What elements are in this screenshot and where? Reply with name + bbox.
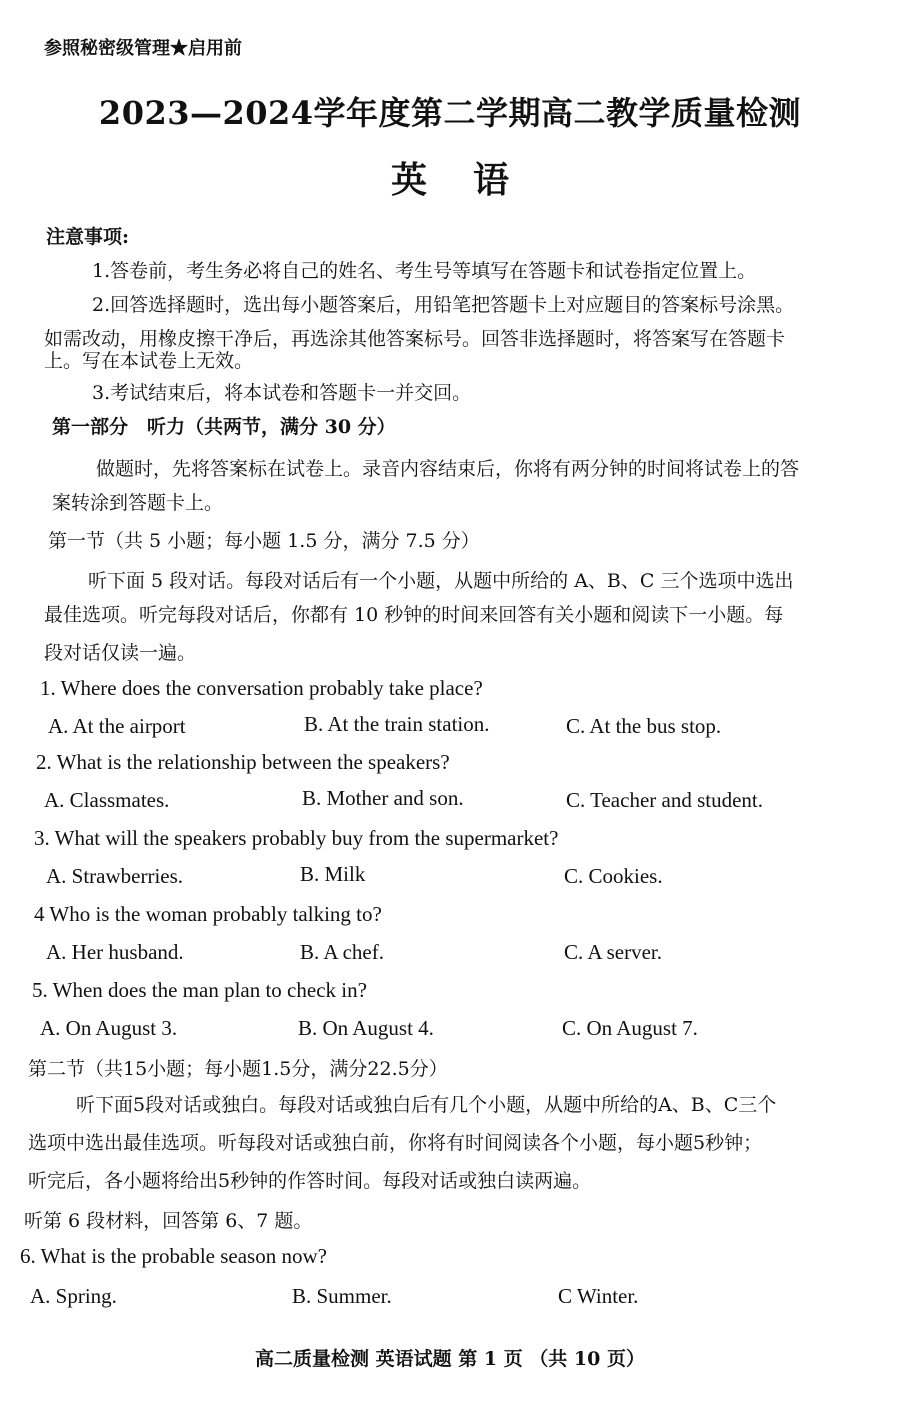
question-1-option-a: A. At the airport (48, 714, 186, 738)
question-6: 6. What is the probable season now? (20, 1244, 327, 1268)
section1-heading: 第一节（共 5 小题；每小题 1.5 分，满分 7.5 分） (48, 530, 480, 552)
question-4-option-a: A. Her husband. (46, 940, 184, 964)
notice-line-2a: 2.回答选择题时，选出每小题答案后，用铅笔把答题卡上对应题目的答案标号涂黑。 (92, 294, 795, 316)
exam-title: 2023—2024学年度第二学期高二教学质量检测 (98, 94, 802, 132)
section1-intro-c: 段对话仅读一遍。 (44, 642, 197, 664)
question-5-option-b: B. On August 4. (298, 1016, 434, 1040)
question-1-option-c: C. At the bus stop. (566, 714, 722, 738)
section1-intro-a: 听下面 5 段对话。每段对话后有一个小题，从题中所给的 A、B、C 三个选项中选出 (88, 570, 794, 592)
notice-line-2c: 上。写在本试卷上无效。 (44, 350, 254, 372)
part1-intro-b: 案转涂到答题卡上。 (52, 492, 224, 514)
question-4-option-c: C. A server. (564, 940, 662, 964)
part1-intro-a: 做题时，先将答案标在试卷上。录音内容结束后，你将有两分钟的时间将试卷上的答 (96, 458, 800, 480)
notice-line-1: 1.答卷前，考生务必将自己的姓名、考生号等填写在答题卡和试卷指定位置上。 (92, 260, 757, 282)
question-4: 4 Who is the woman probably talking to? (34, 902, 382, 926)
question-2: 2. What is the relationship between the speakers? (36, 750, 450, 774)
section2-intro-b: 选项中选出最佳选项。听每段对话或独白前，你将有时间阅读各个小题，每小题5秒钟； (28, 1132, 763, 1154)
question-5-option-c: C. On August 7. (562, 1016, 698, 1040)
secret-label: 参照秘密级管理★启用前 (44, 38, 242, 59)
question-3: 3. What will the speakers probably buy from the supermarket? (34, 826, 559, 850)
question-6-option-b: B. Summer. (292, 1284, 392, 1308)
question-3-option-c: C. Cookies. (564, 864, 663, 888)
page-footer: 高二质量检测 英语试题 第 1 页 （共 10 页） (255, 1348, 645, 1370)
question-1: 1. Where does the conversation probably take place? (40, 676, 483, 700)
section1-intro-b: 最佳选项。听完每段对话后，你都有 10 秒钟的时间来回答有关小题和阅读下一小题。每 (44, 604, 784, 626)
section2-heading: 第二节（共15小题；每小题1.5分，满分22.5分） (28, 1058, 448, 1080)
notice-line-2b: 如需改动，用橡皮擦干净后，再选涂其他答案标号。回答非选择题时，将答案写在答题卡 (44, 328, 786, 350)
question-4-option-b: B. A chef. (300, 940, 384, 964)
question-2-option-b: B. Mother and son. (302, 786, 464, 810)
material-note: 听第 6 段材料，回答第 6、7 题。 (24, 1210, 313, 1232)
notice-line-3: 3.考试结束后，将本试卷和答题卡一并交回。 (92, 382, 472, 404)
question-3-option-a: A. Strawberries. (46, 864, 184, 888)
section2-intro-a: 听下面5段对话或独白。每段对话或独白后有几个小题，从题中所给的A、B、C三个 (76, 1094, 777, 1116)
notice-heading: 注意事项: (46, 226, 130, 248)
question-5: 5. When does the man plan to check in? (32, 978, 367, 1002)
question-1-option-b: B. At the train station. (304, 712, 490, 736)
subject-title: 英语 (390, 159, 555, 201)
section2-intro-c: 听完后，各小题将给出5秒钟的作答时间。每段对话或独白读两遍。 (28, 1170, 592, 1192)
part1-heading: 第一部分 听力（共两节，满分 30 分） (52, 416, 396, 438)
question-3-option-b: B. Milk (300, 862, 366, 886)
question-6-option-c: C Winter. (558, 1284, 639, 1308)
question-2-option-a: A. Classmates. (44, 788, 170, 812)
question-2-option-c: C. Teacher and student. (566, 788, 763, 812)
question-5-option-a: A. On August 3. (40, 1016, 178, 1040)
question-6-option-a: A. Spring. (30, 1284, 117, 1308)
